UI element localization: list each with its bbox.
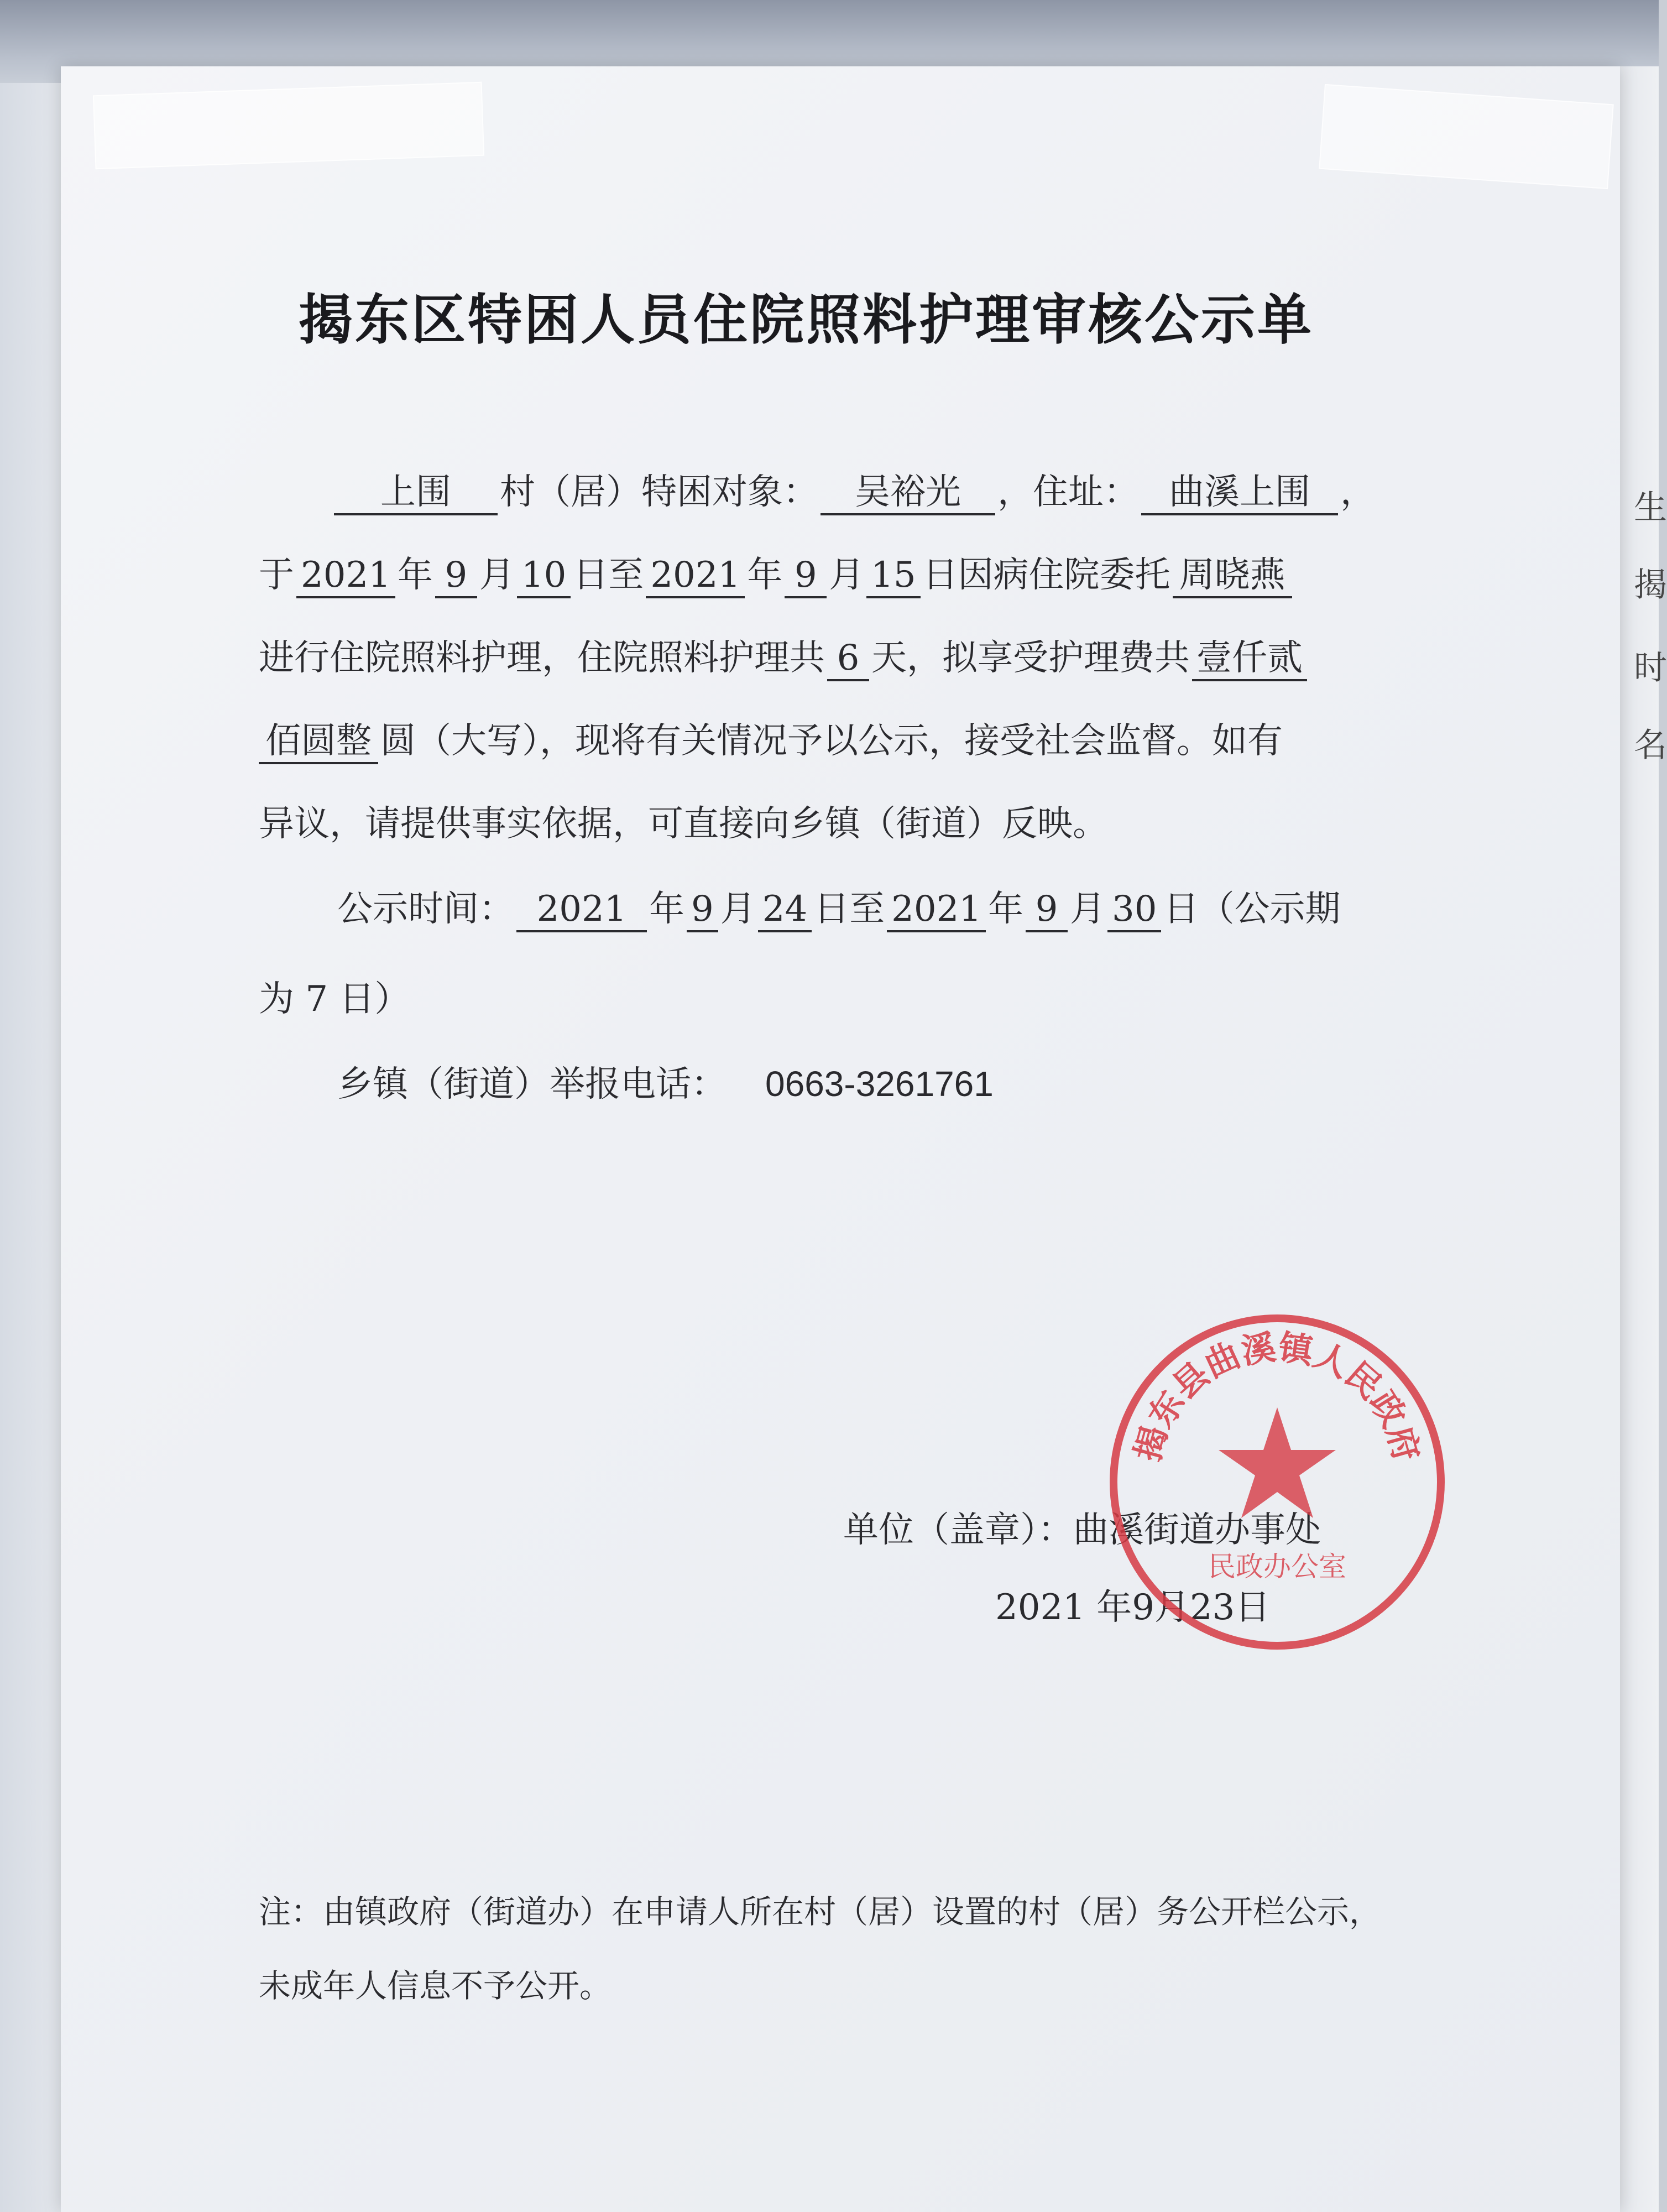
body-line-5: 异议，请提供事实依据，可直接向乡镇（街道）反映。: [259, 804, 1108, 844]
tape-strip: [1319, 84, 1613, 189]
document-title: 揭东区特困人员住院照料护理审核公示单: [299, 288, 1314, 352]
body-line-1: [332, 474, 1376, 515]
caregiver-field: 周晓燕: [1173, 557, 1292, 598]
footnote-line-1: 注：由镇政府（街道办）在申请人所在村（居）设置的村（居）务公开栏公示，: [259, 1893, 1382, 1931]
notice-end-month: 9: [1026, 891, 1068, 932]
notice-end-year: 2021: [887, 891, 986, 932]
seal-star-icon: [1219, 1407, 1336, 1518]
text: ，住址：: [997, 472, 1139, 513]
text: 村（居）特困对象：: [500, 472, 818, 513]
footnote-line-2: 未成年人信息不予公开。: [259, 1967, 612, 2005]
text: ，: [1340, 472, 1376, 513]
start-month-field: 9: [435, 557, 477, 598]
hotline-line: [337, 1064, 994, 1105]
address-field: 曲溪上围: [1141, 474, 1338, 515]
body-line-4: [259, 723, 1283, 764]
end-month-field: 9: [785, 557, 827, 598]
text: 进行住院照料护理，住院照料护理共: [259, 638, 825, 679]
text: 日因病住院委托: [922, 555, 1170, 596]
seal-sub-text: 民政办公室: [1208, 1551, 1346, 1583]
end-year-field: 2021: [646, 557, 745, 598]
notice-start-year: 2021: [516, 891, 647, 932]
adjacent-sheet-char: 揭: [1634, 566, 1667, 604]
notice-period-line: [337, 891, 1340, 932]
text: 年: [397, 555, 433, 596]
amount-field-part1: 壹仟贰: [1192, 640, 1307, 681]
body-line-2: [259, 557, 1294, 598]
text: 年: [747, 555, 783, 596]
hotline-number: 0663-3261761: [765, 1064, 994, 1104]
notice-period-line-2: 为 7 日）: [259, 979, 410, 1020]
amount-field-part2: 佰圆整: [259, 723, 378, 764]
adjacent-sheet-char: 时: [1634, 649, 1667, 687]
days-field: 6: [827, 640, 869, 681]
adjacent-sheet-char: 名: [1634, 726, 1667, 765]
notice-label: 公示时间：: [337, 889, 514, 930]
hotline-label: 乡镇（街道）举报电话：: [337, 1064, 727, 1105]
village-field: 上围: [334, 474, 498, 515]
adjacent-sheet-char: 生: [1634, 488, 1667, 527]
text: 日至: [573, 555, 644, 596]
text: 年: [988, 889, 1024, 930]
start-day-field: 10: [517, 557, 571, 598]
text: 月: [479, 555, 515, 596]
tape-strip: [93, 82, 484, 169]
text: 月: [1070, 889, 1106, 930]
start-year-field: 2021: [296, 557, 395, 598]
unit-name: 曲溪街道办事处: [1073, 1510, 1321, 1551]
text: 于: [259, 555, 294, 596]
body-line-3: [259, 640, 1309, 681]
end-day-field: 15: [866, 557, 920, 598]
text: 日（公示期: [1163, 889, 1341, 930]
text: 月: [720, 889, 756, 930]
official-seal: [1100, 1305, 1454, 1659]
seal-text: 揭东县曲溪镇人民政府: [1127, 1327, 1428, 1466]
signature-date: 2021 年9月23日: [995, 1587, 1271, 1628]
text: 月: [829, 555, 865, 596]
text: 圆（大写），现将有关情况予以公示，接受社会监督。如有: [380, 721, 1283, 761]
text: 天，拟享受护理费共: [871, 638, 1190, 679]
text: 日至: [814, 889, 885, 930]
unit-label: 单位（盖章）：: [843, 1510, 1073, 1551]
person-field: 吴裕光: [821, 474, 995, 515]
notice-start-month: 9: [687, 891, 718, 932]
notice-start-day: 24: [758, 891, 812, 932]
text: 年: [649, 889, 684, 930]
notice-end-day: 30: [1107, 891, 1161, 932]
notice-paper: [61, 66, 1620, 2212]
